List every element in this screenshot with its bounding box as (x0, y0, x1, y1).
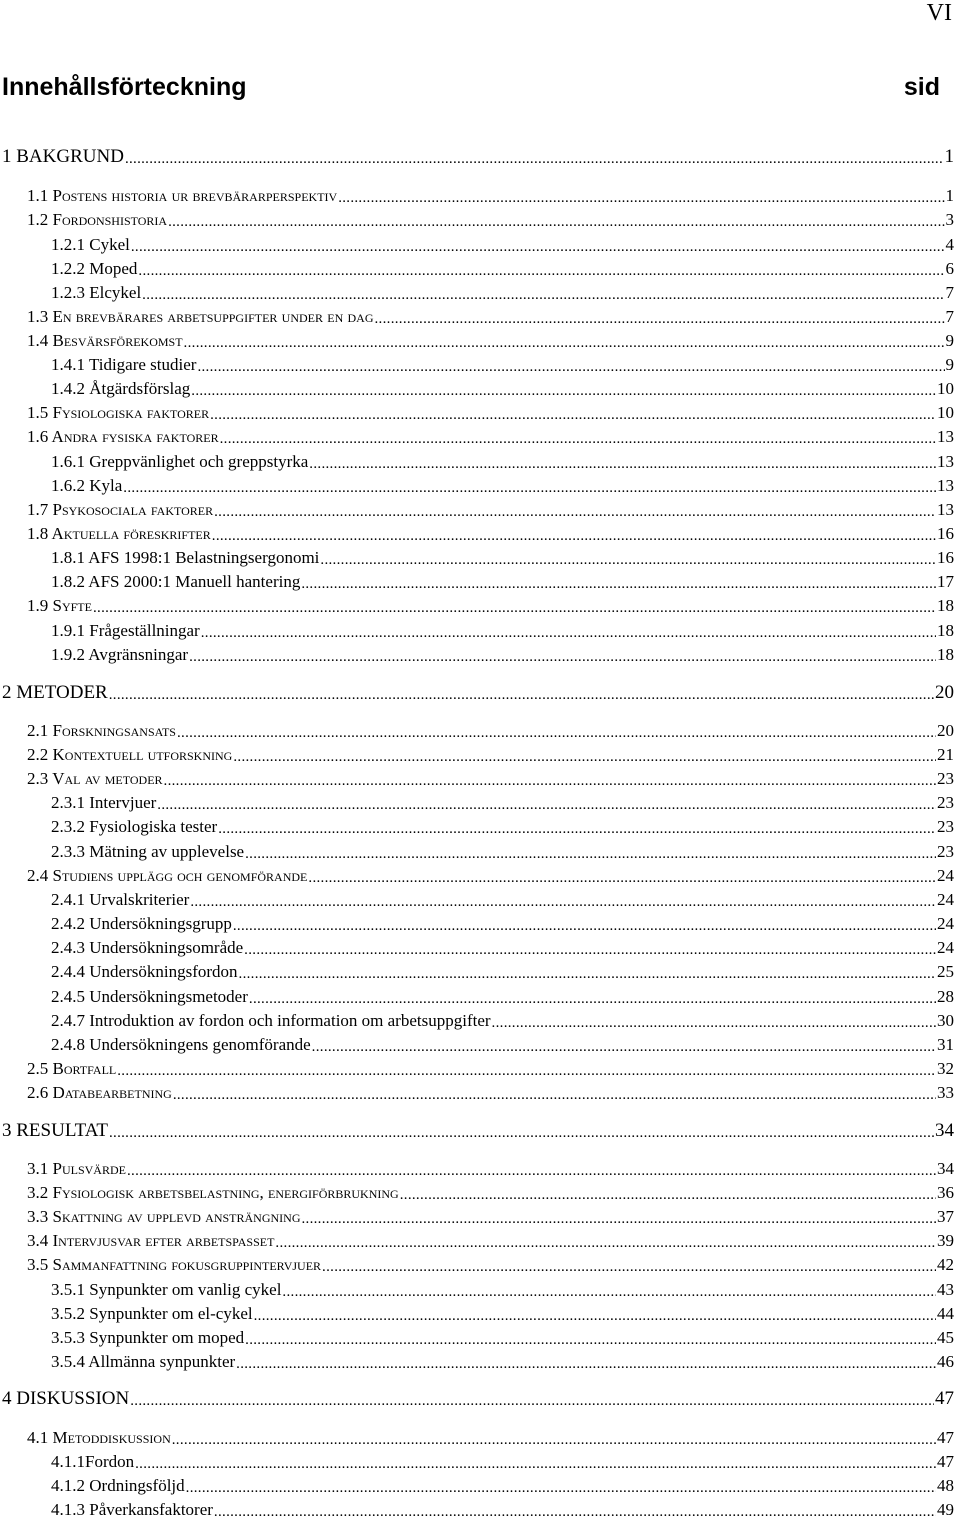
toc-leader-dots (212, 527, 936, 545)
toc-entry[interactable] (51, 282, 954, 304)
toc-entry-title: 1.2.2 Moped (51, 259, 138, 278)
toc-leader-dots (301, 575, 936, 593)
toc-entry[interactable] (27, 426, 954, 448)
toc-leader-dots (400, 1186, 936, 1204)
toc-entry[interactable] (51, 234, 954, 256)
toc-entry[interactable] (51, 913, 954, 935)
toc-entry-page: 28 (937, 987, 954, 1006)
toc-entry-page: 10 (937, 379, 954, 398)
toc-leader-dots (244, 941, 936, 959)
toc-leader-dots (309, 455, 936, 473)
toc-leader-dots (130, 1392, 934, 1410)
toc-entry[interactable] (27, 1254, 954, 1276)
toc-leader-dots (210, 406, 936, 424)
toc-entry-title: 2 METODER (2, 682, 108, 703)
toc-leader-dots (282, 1283, 936, 1301)
toc-entry-page: 42 (937, 1255, 954, 1274)
toc-title: Innehållsförteckning (2, 73, 247, 101)
toc-entry[interactable] (51, 1010, 954, 1032)
toc-entry-page: 13 (937, 427, 954, 446)
toc-entry-page: 24 (937, 914, 954, 933)
toc-leader-dots (233, 748, 936, 766)
toc-entry-page: 24 (937, 938, 954, 957)
toc-entry-title: 2.4.4 Undersökningsfordon (51, 962, 238, 981)
toc-entry-title: 1.8.1 AFS 1998:1 Belastningsergonomi (51, 548, 320, 567)
toc-entry[interactable] (51, 961, 954, 983)
toc-leader-dots (308, 869, 936, 887)
toc-entry[interactable] (2, 146, 954, 168)
toc-leader-dots (168, 213, 944, 231)
toc-entry[interactable] (27, 330, 954, 352)
toc-entry-title: 3.4 Intervjusvar efter arbetspasset (27, 1231, 275, 1250)
toc-heading (2, 73, 940, 107)
toc-entry-title: 4 DISKUSSION (2, 1388, 130, 1409)
toc-entry[interactable] (2, 1120, 954, 1142)
toc-leader-dots (190, 893, 936, 911)
toc-entry-page: 24 (937, 866, 954, 885)
toc-entry-title: 4.1.2 Ordningsföljd (51, 1476, 185, 1495)
toc-entry[interactable] (27, 1058, 954, 1080)
toc-leader-dots (492, 1014, 936, 1032)
toc-entry-page: 32 (937, 1059, 954, 1078)
toc-leader-dots (375, 310, 945, 328)
toc-entry-title: 1.8 Aktuella föreskrifter (27, 524, 211, 543)
toc-entry-page: 48 (937, 1476, 954, 1495)
toc-entry[interactable] (51, 475, 954, 497)
toc-leader-dots (123, 479, 936, 497)
toc-entry[interactable] (51, 571, 954, 593)
toc-leader-dots (218, 820, 936, 838)
toc-entry-title: 1.9 Syfte (27, 596, 92, 615)
toc-leader-dots (93, 599, 936, 617)
toc-entry-title: 2.6 Databearbetning (27, 1083, 172, 1102)
toc-leader-dots (338, 189, 944, 207)
toc-entry[interactable] (27, 499, 954, 521)
toc-entry-title: 1.8.2 AFS 2000:1 Manuell hantering (51, 572, 301, 591)
toc-entry-title: 3.1 Pulsvärde (27, 1159, 126, 1178)
toc-entry-page: 30 (937, 1011, 954, 1030)
toc-entry-title: 3.5.3 Synpunkter om moped (51, 1328, 245, 1347)
toc-leader-dots (233, 917, 936, 935)
toc-leader-dots (173, 1086, 936, 1104)
toc-entry[interactable] (51, 1034, 954, 1056)
toc-entry[interactable] (27, 1206, 954, 1228)
toc-leader-dots (142, 286, 944, 304)
toc-entry-title: 3.5 Sammanfattning fokusgruppintervjuer (27, 1255, 322, 1274)
toc-entry-title: 3.2 Fysiologisk arbetsbelastning, energiförbrukning (27, 1183, 399, 1202)
toc-leader-dots (320, 551, 936, 569)
toc-entry-page: 20 (935, 682, 954, 703)
toc-leader-dots (127, 1162, 936, 1180)
toc-leader-dots (275, 1234, 936, 1252)
toc-entry-page: 31 (937, 1035, 954, 1054)
toc-leader-dots (245, 845, 936, 863)
toc-entry-page: 9 (945, 331, 954, 350)
toc-leader-dots (177, 724, 936, 742)
toc-entry-page: 45 (937, 1328, 954, 1347)
toc-entry[interactable] (27, 768, 954, 790)
toc-leader-dots (135, 1455, 936, 1473)
toc-entry-page: 23 (937, 817, 954, 836)
toc-entry[interactable] (51, 792, 954, 814)
toc-leader-dots (164, 772, 936, 790)
toc-entry-title: 4.1.1Fordon (51, 1452, 135, 1471)
toc-entry-page: 23 (937, 842, 954, 861)
toc-entry-page: 47 (935, 1388, 954, 1409)
toc-entry-page: 18 (937, 596, 954, 615)
toc-entry-title: 1.4 Besvärsförekomst (27, 331, 183, 350)
toc-leader-dots (236, 1355, 936, 1373)
toc-entry-title: 1 BAKGRUND (2, 146, 124, 167)
toc-entry-page: 6 (945, 259, 954, 278)
toc-entry-page: 34 (937, 1159, 954, 1178)
toc-entry-page: 37 (937, 1207, 954, 1226)
toc-entry[interactable] (2, 1388, 954, 1410)
toc-entry-title: 2.3.1 Intervjuer (51, 793, 157, 812)
toc-entry[interactable] (27, 185, 954, 207)
toc-entry-title: 2.4.2 Undersökningsgrupp (51, 914, 232, 933)
toc-entry-title: 4.1.3 Påverkansfaktorer (51, 1500, 213, 1519)
toc-entry-page: 47 (937, 1452, 954, 1471)
toc-leader-dots (109, 686, 934, 704)
toc-leader-dots (245, 1331, 936, 1349)
toc-entry-page: 1 (945, 186, 954, 205)
toc-entry-page: 39 (937, 1231, 954, 1250)
toc-entry-page: 47 (937, 1428, 954, 1447)
toc-leader-dots (131, 238, 945, 256)
toc-entry[interactable] (51, 547, 954, 569)
toc-entry-title: 2.3.3 Mätning av upplevelse (51, 842, 245, 861)
toc-entry-page: 13 (937, 452, 954, 471)
toc-entry[interactable] (51, 1303, 954, 1325)
toc-entry-title: 3.5.2 Synpunkter om el-cykel (51, 1304, 253, 1323)
toc-entry[interactable] (51, 1499, 954, 1521)
toc-leader-dots (220, 430, 936, 448)
toc-entry[interactable] (51, 1451, 954, 1473)
toc-entry-title: 2.4 Studiens upplägg och genomförande (27, 866, 308, 885)
toc-entry[interactable] (51, 354, 954, 376)
toc-entry-page: 46 (937, 1352, 954, 1371)
toc-entry-page: 13 (937, 476, 954, 495)
toc-leader-dots (322, 1258, 936, 1276)
toc-leader-dots (191, 382, 936, 400)
toc-leader-dots (201, 624, 936, 642)
toc-entry-title: 3.5.1 Synpunkter om vanlig cykel (51, 1280, 282, 1299)
toc-leader-dots (157, 796, 936, 814)
toc-entry-title: 2.4.7 Introduktion av fordon och information om arbetsuppgifter (51, 1011, 491, 1030)
toc-leader-dots (184, 334, 945, 352)
toc-entry-title: 1.4.1 Tidigare studier (51, 355, 197, 374)
toc-entry-title: 1.3 En brevbärares arbetsuppgifter under en dag (27, 307, 374, 326)
toc-entry-title: 1.4.2 Åtgärdsförslag (51, 379, 191, 398)
toc-entry[interactable] (51, 1327, 954, 1349)
toc-leader-dots (312, 1038, 936, 1056)
toc-entry-page: 4 (945, 235, 954, 254)
toc-entry[interactable] (51, 1279, 954, 1301)
toc-entry-page: 20 (937, 721, 954, 740)
toc-entry-page: 16 (937, 524, 954, 543)
toc-entry[interactable] (51, 451, 954, 473)
toc-entry-page: 23 (937, 769, 954, 788)
toc-entry-page: 34 (935, 1120, 954, 1141)
toc-entry[interactable] (51, 258, 954, 280)
page-column-label: sid (903, 73, 940, 101)
toc-entry[interactable] (51, 1475, 954, 1497)
toc-leader-dots (186, 1479, 936, 1497)
toc-entry[interactable] (27, 402, 954, 424)
toc-entry[interactable] (51, 986, 954, 1008)
toc-entry-page: 7 (945, 307, 954, 326)
toc-entry-title: 2.3.2 Fysiologiska tester (51, 817, 218, 836)
toc-leader-dots (117, 1062, 936, 1080)
toc-leader-dots (214, 1503, 936, 1521)
toc-entry[interactable] (27, 1082, 954, 1104)
toc-entry-title: 1.2.1 Cykel (51, 235, 130, 254)
toc-entry-page: 1 (944, 146, 954, 167)
toc-entry-title: 1.9.2 Avgränsningar (51, 645, 189, 664)
toc-entry-page: 21 (937, 745, 954, 764)
toc-leader-dots (172, 1431, 936, 1449)
toc-entry[interactable] (51, 1351, 954, 1373)
toc-entry[interactable] (27, 1427, 954, 1449)
toc-entry[interactable] (51, 889, 954, 911)
toc-entry-title: 3.5.4 Allmänna synpunkter (51, 1352, 236, 1371)
toc-leader-dots (254, 1307, 936, 1325)
toc-entry-page: 3 (945, 210, 954, 229)
toc-entry-title: 1.7 Psykosociala faktorer (27, 500, 214, 519)
toc-leader-dots (214, 503, 936, 521)
toc-entry[interactable] (51, 937, 954, 959)
toc-entry-page: 9 (945, 355, 954, 374)
toc-entry[interactable] (27, 1182, 954, 1204)
toc-leader-dots (197, 358, 944, 376)
toc-entry-page: 36 (937, 1183, 954, 1202)
toc-entry[interactable] (27, 306, 954, 328)
toc-entry-page: 49 (937, 1500, 954, 1519)
toc-entry[interactable] (27, 1230, 954, 1252)
toc-entry-page: 25 (937, 962, 954, 981)
toc-leader-dots (109, 1124, 934, 1142)
toc-entry[interactable] (27, 720, 954, 742)
toc-entry-page: 18 (937, 645, 954, 664)
toc-entry-title: 2.4.8 Undersökningens genomförande (51, 1035, 311, 1054)
toc-entry-page: 7 (945, 283, 954, 302)
toc-entry-title: 2.4.3 Undersökningsområde (51, 938, 244, 957)
page-number: VI (926, 0, 952, 26)
toc-entry-title: 1.6.2 Kyla (51, 476, 123, 495)
toc-entry-title: 2.4.5 Undersökningsmetoder (51, 987, 248, 1006)
toc-entry-page: 16 (937, 548, 954, 567)
toc-entry[interactable] (51, 620, 954, 642)
toc-entry-page: 33 (937, 1083, 954, 1102)
toc-entry-page: 18 (937, 621, 954, 640)
toc-entry-page: 43 (937, 1280, 954, 1299)
toc-leader-dots (138, 262, 944, 280)
toc-entry-title: 2.4.1 Urvalskriterier (51, 890, 190, 909)
toc-entry-title: 4.1 Metoddiskussion (27, 1428, 171, 1447)
toc-entry[interactable] (27, 209, 954, 231)
toc-leader-dots (125, 150, 944, 168)
toc-entry-title: 2.5 Bortfall (27, 1059, 117, 1078)
toc-entry[interactable] (2, 682, 954, 704)
toc-entry-title: 3 RESULTAT (2, 1120, 108, 1141)
toc-entry-title: 1.6 Andra fysiska faktorer (27, 427, 219, 446)
toc-entry-title: 1.2 Fordonshistoria (27, 210, 168, 229)
toc-entry[interactable] (51, 841, 954, 863)
toc-leader-dots (249, 990, 936, 1008)
toc-leader-dots (301, 1210, 936, 1228)
toc-entry[interactable] (27, 744, 954, 766)
toc-entry-page: 13 (937, 500, 954, 519)
toc-entry-page: 44 (937, 1304, 954, 1323)
toc-entry[interactable] (51, 644, 954, 666)
toc-entry-page: 24 (937, 890, 954, 909)
toc-leader-dots (239, 965, 936, 983)
toc-entry-title: 2.2 Kontextuell utforskning (27, 745, 233, 764)
toc-entry-title: 1.6.1 Greppvänlighet och greppstyrka (51, 452, 309, 471)
toc-entry[interactable] (27, 523, 954, 545)
toc-entry[interactable] (51, 378, 954, 400)
toc-entry[interactable] (51, 816, 954, 838)
toc-entry-title: 1.5 Fysiologiska faktorer (27, 403, 210, 422)
toc-entry-title: 3.3 Skattning av upplevd ansträngning (27, 1207, 301, 1226)
toc-entry-page: 23 (937, 793, 954, 812)
toc-entry-title: 1.9.1 Frågeställningar (51, 621, 200, 640)
toc-entry[interactable] (27, 1158, 954, 1180)
toc-entry-page: 10 (937, 403, 954, 422)
toc-entry[interactable] (27, 865, 954, 887)
toc-entry-title: 2.3 Val av metoder (27, 769, 163, 788)
toc-entry-page: 17 (937, 572, 954, 591)
toc-entry-title: 1.2.3 Elcykel (51, 283, 142, 302)
toc-entry[interactable] (27, 595, 954, 617)
toc-leader-dots (189, 648, 936, 666)
toc-entry-title: 1.1 Postens historia ur brevbärarperspektiv (27, 186, 338, 205)
toc-entry-title: 2.1 Forskningsansats (27, 721, 176, 740)
